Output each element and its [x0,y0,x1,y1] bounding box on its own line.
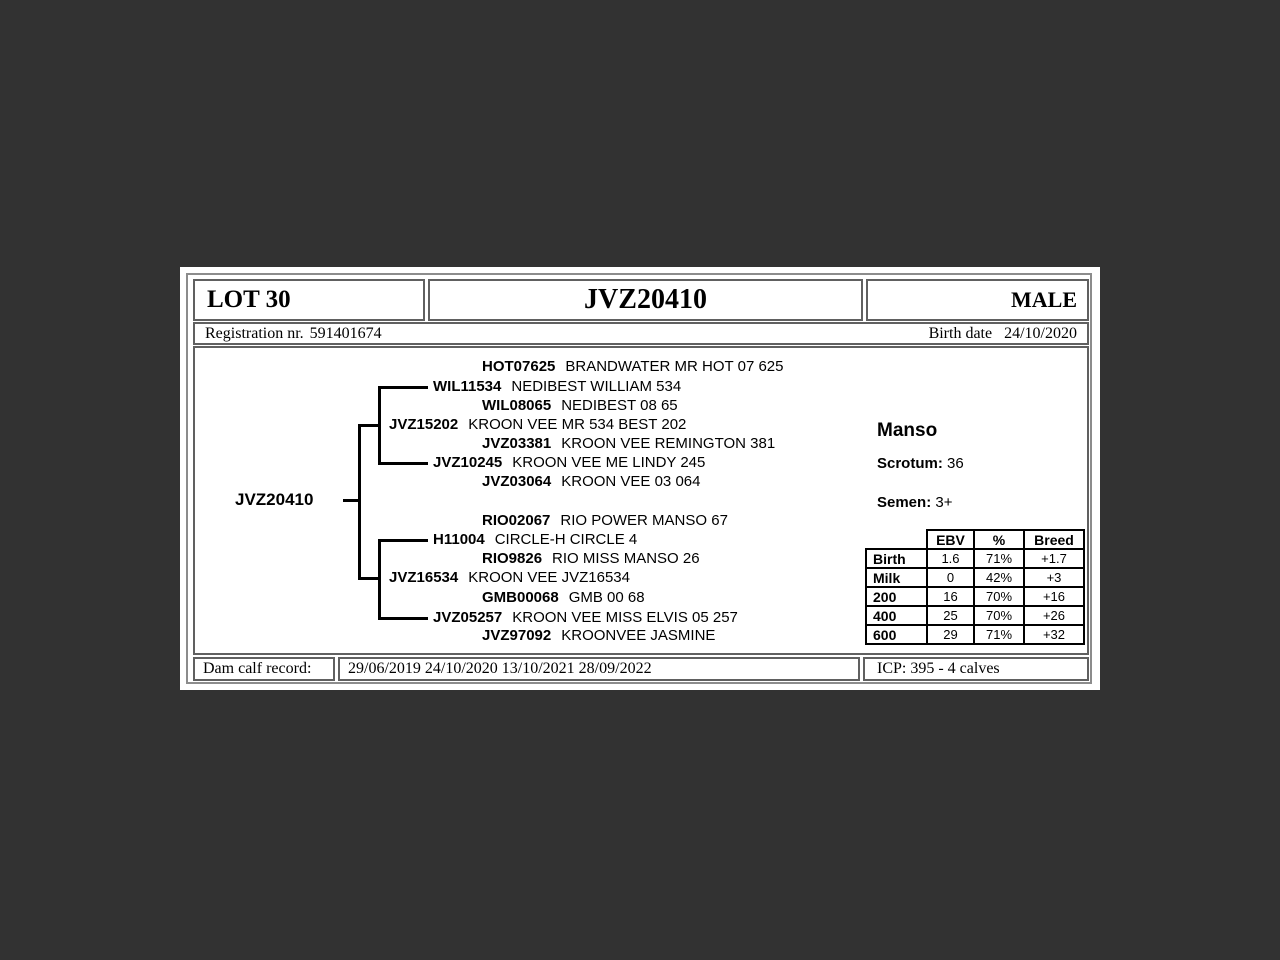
pedigree-entry [433,453,705,473]
ebv-table [865,529,1085,645]
animal-code: JVZ97092 [482,627,552,644]
semen-value: 3+ [935,494,953,511]
pedigree-entry [482,472,700,492]
ebv-column-header: Breed [1024,530,1084,549]
pedigree-connector-main-vertical [358,424,361,580]
scrotum-info [877,455,964,472]
pedigree-entry [482,511,728,531]
scrotum-label: Scrotum: [877,455,943,472]
animal-code: JVZ05257 [433,609,503,626]
ebv-breed-value: +3 [1024,568,1084,587]
registration-number [205,325,382,343]
animal-code: JVZ10245 [433,454,503,471]
ebv-accuracy: 71% [974,549,1024,568]
animal-name: KROON VEE MISS ELVIS 05 257 [512,609,738,626]
ebv-breed-value: +1.7 [1024,549,1084,568]
pedigree-connector-sire-sire [378,386,428,389]
ebv-breed-value: +26 [1024,606,1084,625]
birth-date-value: 24/10/2020 [1004,324,1077,342]
ebv-breed-value: +32 [1024,625,1084,644]
pedigree-entry [433,608,738,628]
ebv-empty-corner [866,530,927,549]
animal-code: RIO02067 [482,512,551,529]
pedigree-root [235,489,313,511]
animal-name: KROON VEE JVZ16534 [468,569,630,586]
semen-info [877,494,952,511]
animal-name: CIRCLE-H CIRCLE 4 [494,531,638,548]
pedigree-connector-sire-vertical [378,386,381,465]
animal-code: JVZ03064 [482,473,552,490]
registration-row [193,322,1089,345]
pedigree-entry [482,626,715,646]
breed-name: Manso [877,420,938,441]
ebv-accuracy: 70% [974,587,1024,606]
ebv-row [866,587,1084,606]
sex-label: MALE [866,279,1089,321]
animal-name: BRANDWATER MR HOT 07 625 [565,358,784,375]
animal-code: JVZ15202 [389,416,459,433]
scrotum-value: 36 [947,455,964,472]
ebv-value: 16 [927,587,974,606]
ebv-breed-value: +16 [1024,587,1084,606]
pedigree-connector-sire-stub [358,424,380,427]
ebv-accuracy: 42% [974,568,1024,587]
ebv-row [866,625,1084,644]
ebv-column-header: EBV [927,530,974,549]
animal-name: KROON VEE MR 534 BEST 202 [468,416,687,433]
ebv-value: 0 [927,568,974,587]
ebv-value: 1.6 [927,549,974,568]
pedigree-entry [482,588,645,608]
registration-value: 591401674 [309,324,382,342]
pedigree-entry [482,396,678,416]
pedigree-connector-dam-stub [358,577,380,580]
ebv-row-label: 600 [866,625,927,644]
animal-name: KROON VEE REMINGTON 381 [561,435,776,452]
semen-label: Semen: [877,494,932,511]
animal-code: JVZ20410 [235,490,314,509]
animal-id-title: JVZ20410 [428,279,863,321]
pedigree-entry [482,357,783,377]
pedigree-entry [433,377,681,397]
ebv-row [866,606,1084,625]
ebv-accuracy: 70% [974,606,1024,625]
birth-date [929,325,1077,343]
pedigree-connector-dam-vertical [378,539,381,620]
animal-code: JVZ03381 [482,435,552,452]
ebv-row [866,549,1084,568]
animal-code: H11004 [433,531,485,548]
pedigree-entry [389,568,630,588]
pedigree-entry [389,415,686,435]
ebv-value: 25 [927,606,974,625]
ebv-row-label: Milk [866,568,927,587]
animal-code: GMB00068 [482,589,559,606]
animal-code: HOT07625 [482,358,556,375]
icp-value: ICP: 395 - 4 calves [863,657,1089,681]
pedigree-connector-dam-dam [378,617,428,620]
lot-number: LOT 30 [193,279,425,321]
animal-name: GMB 00 68 [568,589,645,606]
pedigree-connector-sire-dam [378,462,428,465]
ebv-header-row [866,530,1084,549]
registration-label: Registration nr. [205,324,304,342]
birth-date-label: Birth date [928,324,993,342]
animal-code: WIL08065 [482,397,552,414]
pedigree-entry [482,549,700,569]
ebv-accuracy: 71% [974,625,1024,644]
ebv-column-header: % [974,530,1024,549]
animal-code: RIO9826 [482,550,543,567]
animal-name: RIO MISS MANSO 26 [552,550,700,567]
animal-name: NEDIBEST 08 65 [561,397,678,414]
animal-code: JVZ16534 [389,569,459,586]
ebv-row-label: Birth [866,549,927,568]
pedigree-connector-dam-sire [378,539,428,542]
animal-name: KROON VEE ME LINDY 245 [512,454,706,471]
ebv-row [866,568,1084,587]
dam-calf-dates: 29/06/2019 24/10/2020 13/10/2021 28/09/2022 [338,657,860,681]
dam-calf-record-label: Dam calf record: [193,657,335,681]
animal-name: KROONVEE JASMINE [561,627,716,644]
animal-name: RIO POWER MANSO 67 [560,512,728,529]
lot-catalog-card [180,267,1100,690]
animal-name: KROON VEE 03 064 [561,473,701,490]
ebv-row-label: 400 [866,606,927,625]
animal-name: NEDIBEST WILLIAM 534 [511,378,682,395]
pedigree-entry [482,434,775,454]
ebv-value: 29 [927,625,974,644]
pedigree-entry [433,530,637,550]
ebv-row-label: 200 [866,587,927,606]
animal-code: WIL11534 [433,378,502,395]
